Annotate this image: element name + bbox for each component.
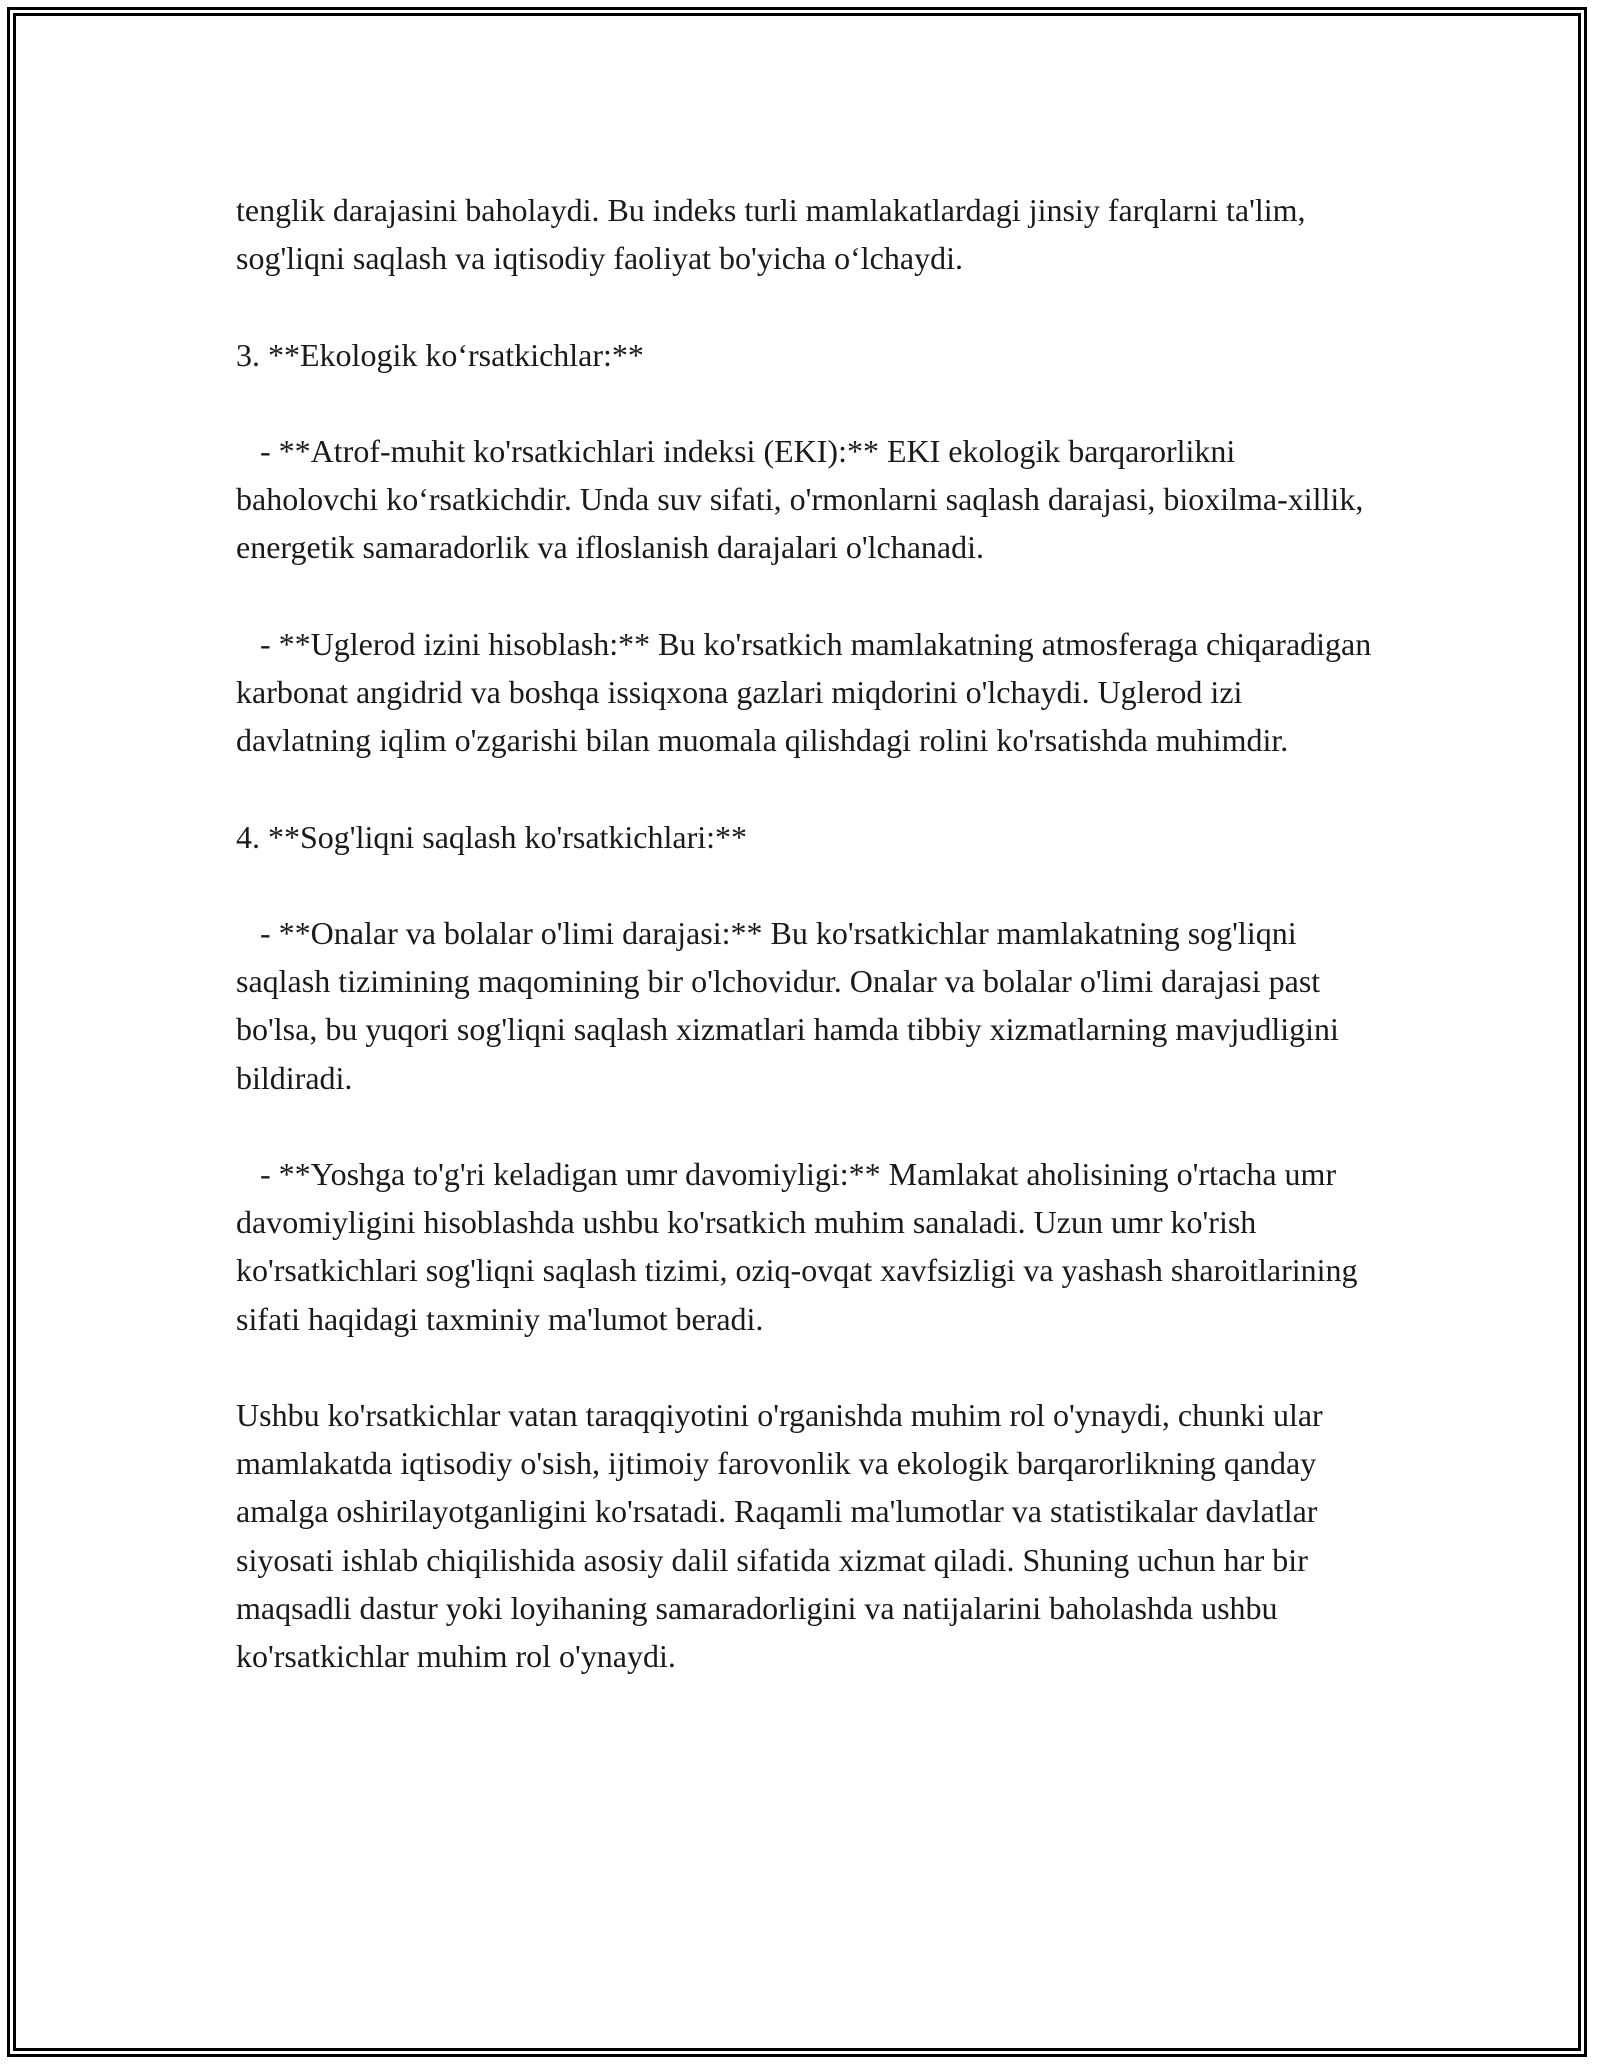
document-body	[236, 186, 1380, 1680]
list-item-mortality-rate: - **Onalar va bolalar o'limi darajasi:** Bu ko'rsatkichlar mamlakatning sog'liqni saqlash tizimining maqomining bir o'lchovidur. Onalar va bolalar o'limi darajasi past bo'lsa, bu yuqori sog'liqni saqlash xizmatlari hamda tibbiy xizmatlarning mavjudligini bildiradi.	[236, 914, 1347, 1096]
list-item-carbon-footprint: - **Uglerod izini hisoblash:** Bu ko'rsatkich mamlakatning atmosferaga chiqaradigan karbonat angidrid va boshqa issiqxona gazlari miqdorini o'lchaydi. Uglerod izi davlatning iqlim o'zgarishi bilan muomala qilishdagi rolini ko'rsatishda muhimdir.	[236, 625, 1380, 759]
paragraph-gender-index-continuation: tenglik darajasini baholaydi. Bu indeks turli mamlakatlardagi jinsiy farqlarni ta'lim, sog'liqni saqlash va iqtisodiy faoliyat bo'yicha o‘lchaydi.	[236, 192, 1314, 277]
paragraph-conclusion: Ushbu ko'rsatkichlar vatan taraqqiyotini o'rganishda muhim rol o'ynaydi, chunki ular mamlakatda iqtisodiy o'sish, ijtimoiy farovonlik va ekologik barqarorlikning qanday amalga oshirilayotganligini ko'rsatadi. Raqamli ma'lumotlar va statistikalar davlatlar siyosati ishlab chiqilishida asosiy dalil sifatida xizmat qiladi. Shuning uchun har bir maqsadli dastur yoki loyihaning samaradorligini va natijalarini baholashda ushbu ko'rsatkichlar muhim rol o'ynaydi.	[236, 1396, 1331, 1674]
heading-ecological-indicators: 3. **Ekologik ko‘rsatkichlar:**	[236, 336, 644, 373]
heading-health-indicators: 4. **Sog'liqni saqlash ko'rsatkichlari:**	[236, 818, 748, 855]
list-item-environment-index: - **Atrof-muhit ko'rsatkichlari indeksi (EKI):** EKI ekologik barqarorlikni baholovchi ko‘rsatkichdir. Unda suv sifati, o'rmonlarni saqlash darajasi, bioxilma-xillik, energetik samaradorlik va ifloslanish darajalari o'lchanadi.	[236, 432, 1372, 566]
list-item-life-expectancy: - **Yoshga to'g'ri keladigan umr davomiyligi:** Mamlakat aholisining o'rtacha umr davomiyligini hisoblashda ushbu ko'rsatkich muhim sanaladi. Uzun umr ko'rish ko'rsatkichlari sog'liqni saqlash tizimi, oziq-ovqat xavfsizligi va yashash sharoitlarining sifati haqidagi taxminiy ma'lumot beradi.	[236, 1155, 1366, 1337]
